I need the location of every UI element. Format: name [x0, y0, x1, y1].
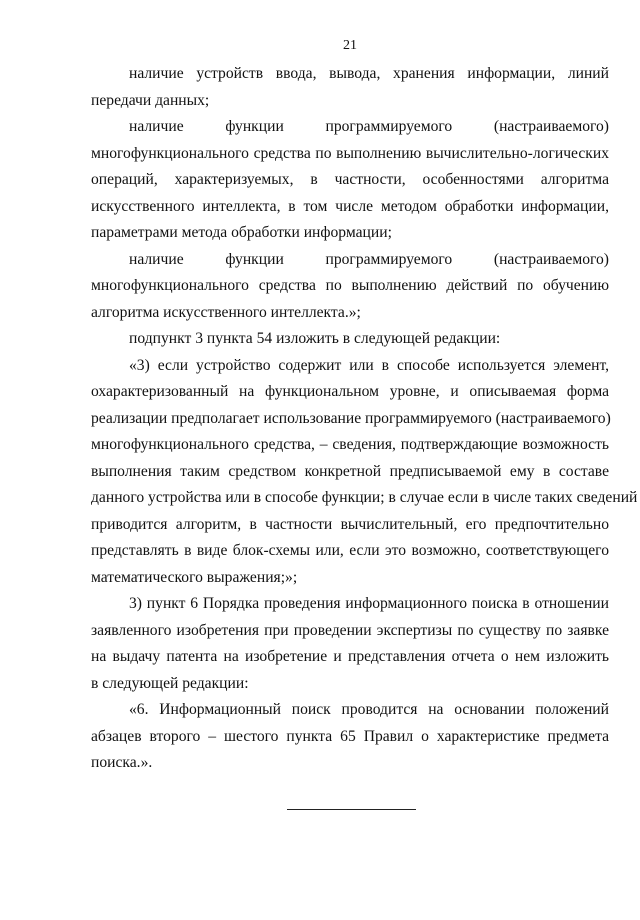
paragraph-subclause-intro	[91, 326, 609, 353]
text-line: наличие функции программируемого (настраиваемого)	[129, 250, 609, 268]
text-line: «3) если устройство содержит или в способе используется элемент,	[129, 356, 609, 374]
text-line: 3) пункт 6 Порядка проведения информационного поиска в отношении	[129, 595, 609, 612]
text-line: передачи данных;	[91, 91, 210, 109]
paragraph-item-6	[91, 697, 609, 777]
text-line: искусственного интеллекта, в том числе методом обработки информации,	[91, 197, 609, 215]
document-body	[91, 61, 638, 777]
text-line: реализации предполагает использование программируемого (настраиваемого)	[91, 409, 611, 427]
text-line: абзацев второго – шестого пункта 65 Правил о характеристике предмета	[91, 727, 609, 745]
text-line: математического выражения;»;	[91, 568, 298, 586]
text-line: данного устройства или в способе функции; в случае если в числе таких сведений	[91, 489, 638, 506]
end-of-document-rule	[287, 809, 416, 810]
paragraph-function-training	[91, 247, 609, 327]
paragraph-subclause-3	[91, 353, 638, 592]
text-line: заявленного изобретения при проведении экспертизы по существу по заявке	[91, 621, 609, 639]
text-line: многофункционального средства по выполнению вычислительно-логических	[91, 144, 609, 162]
text-line: поиска.».	[91, 754, 153, 771]
text-line: алгоритма искусственного интеллекта.»;	[91, 303, 361, 321]
text-line: подпункт 3 пункта 54 изложить в следующей редакции:	[129, 330, 501, 347]
text-line: в следующей редакции:	[91, 674, 249, 692]
text-line: наличие устройств ввода, вывода, хранения информации, линий	[129, 65, 609, 82]
paragraph-io-devices	[91, 61, 609, 114]
text-line: операций, характеризуемых, в частности, особенностями алгоритма	[91, 171, 609, 188]
text-line: на выдачу патента на изобретение и представления отчета о нем изложить	[91, 648, 609, 665]
paragraph-item-3	[91, 591, 609, 697]
text-line: многофункционального средства, – сведения, подтверждающие возможность	[91, 436, 609, 453]
text-line: охарактеризованный на функциональном уровне, и описываемая форма	[91, 383, 609, 400]
paragraph-function-logic	[91, 114, 609, 247]
text-line: параметрами метода обработки информации;	[91, 224, 392, 241]
text-line: «6. Информационный поиск проводится на основании положений	[129, 701, 609, 718]
page-number: 21	[343, 38, 357, 53]
text-line: приводится алгоритм, в частности вычислительный, его предпочтительно	[91, 515, 609, 533]
text-line: выполнения таким средством конкретной предписываемой ему в составе	[91, 462, 609, 480]
text-line: наличие функции программируемого (настраиваемого)	[129, 118, 609, 135]
text-line: представлять в виде блок-схемы или, если это возможно, соответствующего	[91, 542, 609, 559]
text-line: многофункционального средства по выполнению действий по обучению	[91, 277, 609, 294]
